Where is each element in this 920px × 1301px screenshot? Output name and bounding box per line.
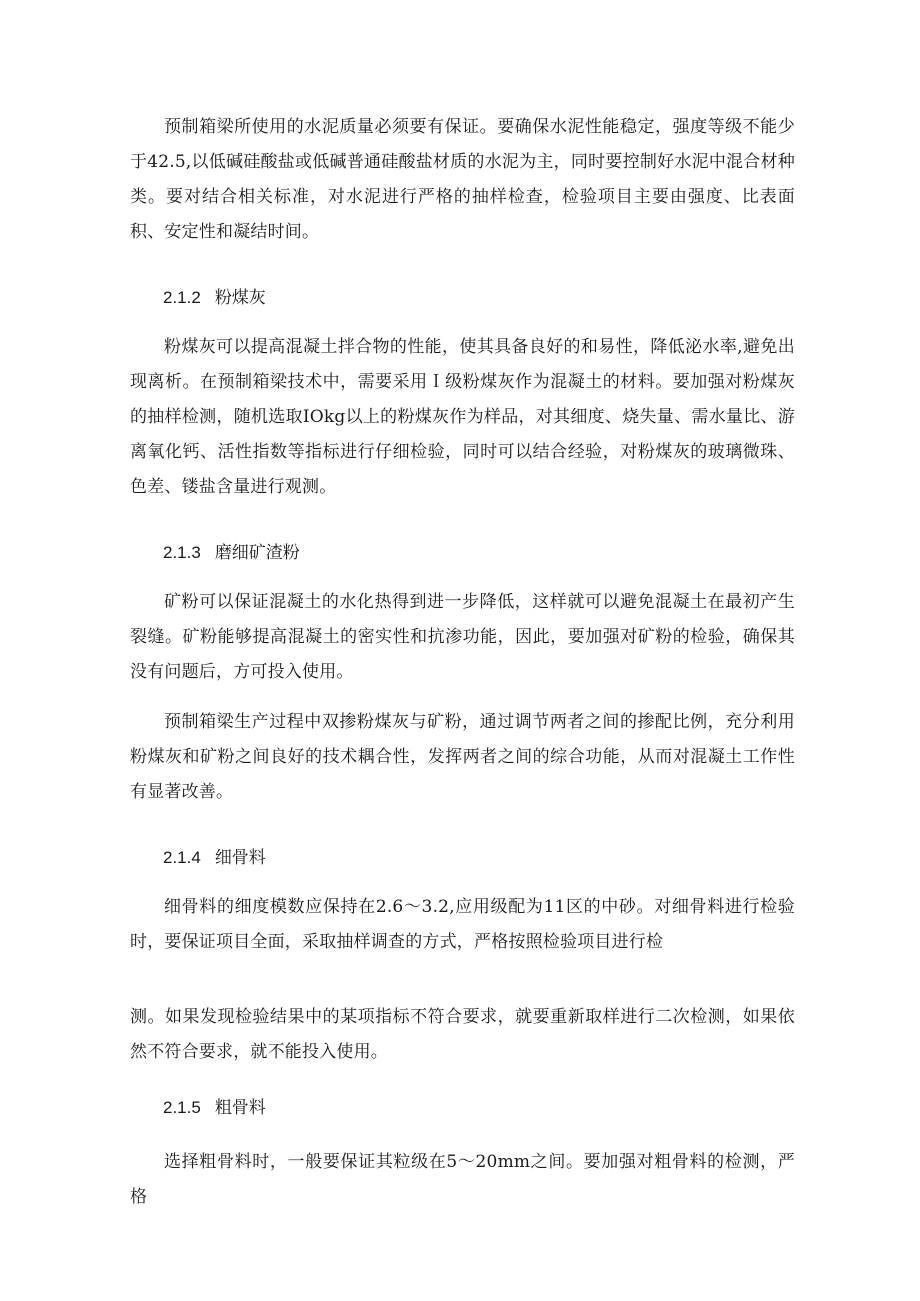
paragraph-cement: 预制箱梁所使用的水泥质量必须要有保证。要确保水泥性能稳定，强度等级不能少于42.5,以低碱硅酸盐或低碱普通硅酸盐材质的水泥为主，同时要控制好水泥中混合材种类。要对结合相关标准，对水泥进行严格的抽样检查，检验项目主要由强度、比表面积、安定性和凝结时间。 (130, 117, 795, 242)
section-title: 磨细矿渣粉 (214, 543, 300, 563)
paragraph-slag-powder: 矿粉可以保证混凝土的水化热得到进一步降低，这样就可以避免混凝土在最初产生裂缝。矿粉能够提高混凝土的密实性和抗渗功能，因此，要加强对矿粉的检验，确保其没有问题后，方可投入使用。 (130, 592, 795, 682)
section-number: 2.1.5 (163, 1098, 201, 1117)
section-number: 2.1.2 (163, 288, 201, 307)
paragraph-coarse-aggregate: 选择粗骨料时，一般要保证其粒级在5～20mm之间。要加强对粗骨料的检测，严格 (130, 1152, 795, 1207)
section-number: 2.1.3 (163, 543, 201, 562)
section-title: 粗骨料 (214, 1098, 266, 1118)
section-number: 2.1.4 (163, 848, 201, 867)
section-heading-slag-powder (163, 535, 300, 571)
paragraph-fine-aggregate: 细骨料的细度模数应保持在2.6～3.2,应用级配为11区的中砂。对细骨料进行检验时，要保证项目全面，采取抽样调查的方式，严格按照检验项目进行检 (130, 897, 795, 952)
section-heading-fly-ash (163, 280, 266, 316)
section-heading-fine-aggregate (163, 840, 266, 876)
paragraph-fly-ash: 粉煤灰可以提高混凝土拌合物的性能，使其具备良好的和易性，降低泌水率,避免出现离析。在预制箱梁技术中，需要采用Ｉ级粉煤灰作为混凝土的材料。要加强对粉煤灰的抽样检测，随机选取IOkg以上的粉煤灰作为样品，对其细度、烧失量、需水量比、游离氧化钙、活性指数等指标进行仔细检验，同时可以结合经验，对粉煤灰的玻璃微珠、色差、镂盐含量进行观测。 (130, 337, 795, 497)
section-heading-coarse-aggregate (163, 1090, 266, 1126)
section-title: 细骨料 (214, 848, 266, 868)
paragraph-fine-aggregate-continued: 测。如果发现检验结果中的某项指标不符合要求，就要重新取样进行二次检测，如果依然不符合要求，就不能投入使用。 (130, 1007, 795, 1062)
paragraph-double-blend: 预制箱梁生产过程中双掺粉煤灰与矿粉，通过调节两者之间的掺配比例，充分利用粉煤灰和矿粉之间良好的技术耦合性，发挥两者之间的综合功能，从而对混凝土工作性有显著改善。 (130, 712, 795, 802)
section-title: 粉煤灰 (214, 288, 266, 308)
